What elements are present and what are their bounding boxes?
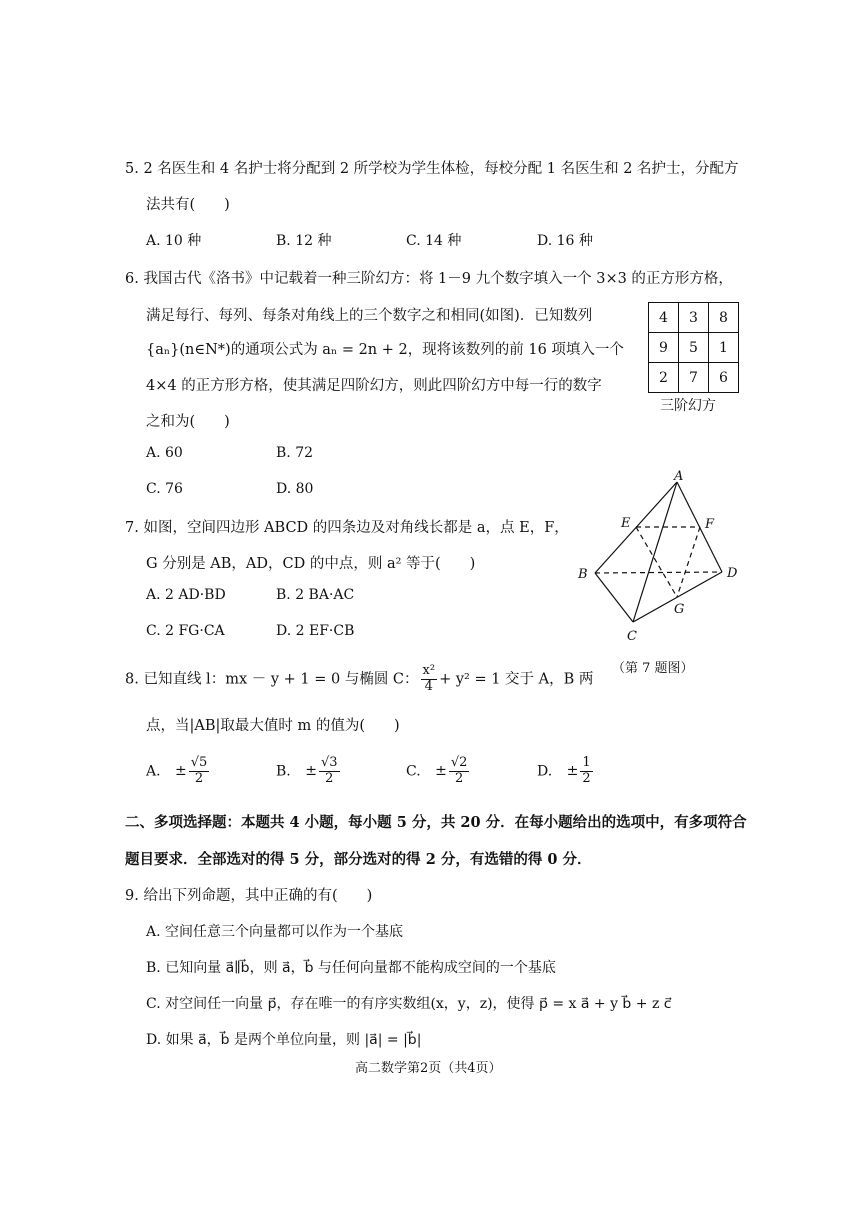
magic-cell: 1 bbox=[709, 333, 739, 363]
q9-stem: 9. 给出下列命题，其中正确的有( ) bbox=[125, 888, 373, 904]
q8-stem-part1: 8. 已知直线 l：mx － y + 1 = 0 与椭圆 C： bbox=[125, 671, 419, 688]
magic-cell: 4 bbox=[649, 303, 679, 333]
q8-option-a bbox=[146, 756, 211, 787]
plus-minus: ± bbox=[175, 763, 187, 780]
q8-stem-line2: 点，当|AB|取最大值时 m 的值为( ) bbox=[146, 718, 400, 734]
label-f: F bbox=[705, 517, 715, 532]
fraction-numerator: √2 bbox=[450, 755, 468, 770]
plus-minus: ± bbox=[435, 763, 447, 780]
fraction-denominator: 2 bbox=[582, 770, 591, 786]
option-label: B. bbox=[276, 763, 291, 780]
fraction-numerator: 1 bbox=[582, 755, 591, 770]
magic-square-caption: 三阶幻方 bbox=[660, 398, 716, 414]
q9-option-d: D. 如果 a⃗，b⃗ 是两个单位向量，则 |a⃗| = |b⃗| bbox=[146, 1032, 422, 1048]
ellipse-fraction bbox=[421, 664, 438, 695]
option-fraction bbox=[319, 756, 340, 787]
magic-cell: 7 bbox=[679, 363, 709, 393]
label-b: B bbox=[578, 567, 588, 582]
fraction-numerator: √5 bbox=[190, 755, 208, 770]
q5-stem-line2: 法共有( ) bbox=[146, 197, 230, 213]
q9-option-c: C. 对空间任一向量 p⃗，存在唯一的有序实数组(x，y，z)，使得 p⃗ = x a⃗ + y b⃗ + z c⃗ bbox=[146, 996, 672, 1012]
fraction-denominator: 4 bbox=[424, 678, 433, 694]
q9-option-a: A. 空间任意三个向量都可以作为一个基底 bbox=[146, 924, 404, 940]
fraction-numerator: √3 bbox=[320, 755, 338, 770]
label-c: C bbox=[627, 629, 637, 644]
q6-stem-line5: 之和为( ) bbox=[146, 414, 230, 430]
magic-cell: 2 bbox=[649, 363, 679, 393]
edge-bd bbox=[595, 572, 722, 573]
fraction-numerator: x² bbox=[422, 663, 436, 678]
q5-option-a: A. 10 种 bbox=[146, 233, 202, 249]
q6-option-a: A. 60 bbox=[146, 445, 183, 461]
q7-stem-line1: 7. 如图，空间四边形 ABCD 的四条边及对角线长都是 a，点 E，F， bbox=[125, 520, 569, 536]
magic-cell: 9 bbox=[649, 333, 679, 363]
q8-option-b bbox=[276, 756, 342, 787]
section2-heading-line1: 二、多项选择题：本题共 4 小题，每小题 5 分，共 20 分．在每小题给出的选项中，有多项符合 bbox=[125, 814, 747, 831]
option-label: A. bbox=[146, 763, 161, 780]
plus-minus: ± bbox=[566, 763, 579, 780]
fraction-denominator: 2 bbox=[325, 770, 334, 786]
magic-cell: 8 bbox=[709, 303, 739, 333]
q5-option-c: C. 14 种 bbox=[406, 233, 462, 249]
magic-cell: 3 bbox=[679, 303, 709, 333]
option-label: D. bbox=[537, 763, 553, 780]
label-a: A bbox=[674, 470, 684, 484]
q7-option-b: B. 2 BA·AC bbox=[276, 587, 355, 603]
q6-option-d: D. 80 bbox=[276, 481, 314, 497]
q8-stem-part2: + y² = 1 交于 A，B 两 bbox=[439, 671, 594, 688]
q6-stem-line3: {aₙ}(n∈N*)的通项公式为 aₙ = 2n + 2，现将该数列的前 16 项填入一个 bbox=[146, 342, 624, 358]
page-footer: 高二数学第2页（共4页） bbox=[355, 1061, 502, 1076]
q7-figure-caption: （第 7 题图） bbox=[612, 661, 694, 676]
q5-stem-line1: 5. 2 名医生和 4 名护士将分配到 2 所学校为学生体检，每校分配 1 名医生和 2 名护士，分配方 bbox=[125, 161, 739, 177]
q8-stem-line1 bbox=[125, 664, 593, 695]
label-g: G bbox=[674, 602, 685, 617]
label-e: E bbox=[621, 516, 631, 531]
option-label: C. bbox=[406, 763, 421, 780]
fraction-denominator: 2 bbox=[455, 770, 464, 786]
q6-stem-line1: 6. 我国古代《洛书》中记载着一种三阶幻方：将 1－9 九个数字填入一个 3×3 的正方形方格， bbox=[125, 271, 733, 287]
q6-option-c: C. 76 bbox=[146, 481, 183, 497]
label-d: D bbox=[727, 566, 738, 581]
q6-option-b: B. 72 bbox=[276, 445, 314, 461]
q8-option-c bbox=[406, 756, 471, 787]
q7-stem-line2: G 分别是 AB，AD，CD 的中点，则 a² 等于( ) bbox=[146, 556, 476, 572]
magic-square bbox=[648, 302, 739, 393]
option-fraction bbox=[580, 756, 592, 787]
fraction-denominator: 2 bbox=[194, 770, 204, 786]
q9-option-b: B. 已知向量 a⃗∥b⃗，则 a⃗，b⃗ 与任何向量都不能构成空间的一个基底 bbox=[146, 960, 556, 976]
edge-bc bbox=[595, 573, 633, 622]
tetrahedron-figure bbox=[570, 470, 750, 650]
magic-cell: 6 bbox=[709, 363, 739, 393]
section2-heading-line2: 题目要求．全部选对的得 5 分，部分选对的得 2 分，有选错的得 0 分． bbox=[125, 851, 592, 868]
segment-eg bbox=[636, 527, 677, 597]
q8-option-d bbox=[537, 756, 595, 787]
q5-option-d: D. 16 种 bbox=[537, 233, 593, 249]
q5-option-b: B. 12 种 bbox=[276, 233, 332, 249]
q6-stem-line4: 4×4 的正方形方格，使其满足四阶幻方，则此四阶幻方中每一行的数字 bbox=[146, 378, 602, 394]
q7-option-a: A. 2 AD·BD bbox=[146, 587, 226, 603]
q7-option-d: D. 2 EF·CB bbox=[276, 623, 355, 639]
magic-cell: 5 bbox=[679, 333, 709, 363]
plus-minus: ± bbox=[305, 763, 317, 780]
option-fraction bbox=[449, 756, 470, 787]
q6-stem-line2: 满足每行、每列、每条对角线上的三个数字之和相同(如图)．已知数列 bbox=[146, 308, 593, 324]
q7-option-c: C. 2 FG·CA bbox=[146, 623, 225, 639]
option-fraction bbox=[189, 756, 210, 787]
